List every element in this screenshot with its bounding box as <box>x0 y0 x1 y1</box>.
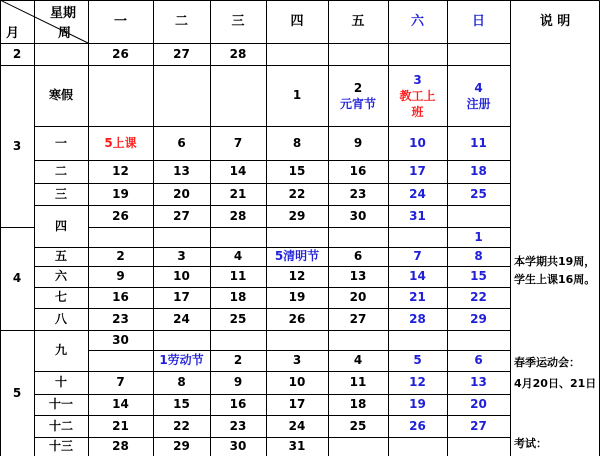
day-cell: 9 <box>233 375 243 389</box>
day-cell <box>388 65 447 126</box>
day-cell: 9 <box>116 269 125 283</box>
day-cell: 26 <box>112 46 129 61</box>
day-cell <box>447 437 510 456</box>
cell-line: 3 <box>413 72 422 87</box>
day-cell: 10 <box>288 375 306 389</box>
day-cell: 6 <box>474 353 483 367</box>
day-cell: 18 <box>349 397 367 411</box>
day-cell: 1 <box>474 229 483 244</box>
day-cell: 17 <box>288 397 306 411</box>
cell-line: 教工上 <box>399 88 436 103</box>
weekday-header-3: 三 <box>231 14 245 29</box>
day-cell: 29 <box>470 311 487 326</box>
week-label: 十 <box>54 375 67 389</box>
day-cell <box>328 437 388 456</box>
day-cell: 26 <box>288 311 306 326</box>
day-cell: 22 <box>470 290 487 304</box>
day-cell: 29 <box>173 439 190 453</box>
day-cell: 25 <box>470 186 487 201</box>
day-cell: 18 <box>470 164 487 178</box>
day-cell <box>153 350 210 371</box>
month-label: 3 <box>12 138 22 153</box>
week-label: 九 <box>54 343 67 357</box>
day-cell: 14 <box>112 397 129 411</box>
day-cell: 10 <box>409 135 426 150</box>
day-cell: 13 <box>470 375 487 389</box>
day-cell: 19 <box>112 186 129 201</box>
day-cell: 13 <box>173 164 190 178</box>
week-label: 五 <box>54 249 67 263</box>
day-cell: 28 <box>229 208 247 223</box>
day-cell <box>328 227 388 247</box>
day-cell: 7 <box>413 249 422 263</box>
day-cell: 8 <box>292 135 302 150</box>
day-cell <box>266 247 328 266</box>
day-cell: 1 <box>292 88 302 102</box>
day-cell <box>153 330 210 350</box>
day-cell: 17 <box>173 290 190 304</box>
day-cell: 6 <box>353 249 363 263</box>
day-cell: 18 <box>229 290 247 304</box>
day-cell: 16 <box>112 290 129 304</box>
day-cell: 10 <box>173 269 190 283</box>
day-cell: 30 <box>229 439 247 453</box>
weekday-header-1: 一 <box>113 14 127 29</box>
day-cell <box>447 43 510 65</box>
day-cell <box>210 227 266 247</box>
day-cell: 19 <box>288 290 306 304</box>
day-cell <box>447 205 510 227</box>
day-cell <box>88 126 153 160</box>
day-cell: 27 <box>470 418 487 433</box>
day-cell: 11 <box>470 135 487 150</box>
day-cell: 11 <box>229 269 247 283</box>
cell-line: 注册 <box>466 96 491 111</box>
day-number: 5 <box>274 249 284 263</box>
month-label: 5 <box>12 385 22 400</box>
day-cell: 24 <box>409 186 426 201</box>
day-cell: 20 <box>349 290 367 304</box>
day-cell: 14 <box>409 269 426 283</box>
day-cell <box>328 330 388 350</box>
day-cell: 20 <box>470 397 487 411</box>
day-cell: 12 <box>409 375 426 389</box>
day-cell: 13 <box>349 269 367 283</box>
week-label: 七 <box>54 290 67 304</box>
weekday-header-5: 五 <box>351 14 365 29</box>
day-cell: 2 <box>116 249 125 263</box>
exam-note: 考试： <box>514 437 547 450</box>
notes-header: 说 明 <box>539 14 571 29</box>
corner-header-month: 月 <box>6 26 20 41</box>
day-cell: 29 <box>288 208 306 223</box>
day-cell <box>210 65 266 126</box>
day-cell: 11 <box>349 375 367 389</box>
weekday-header-7: 日 <box>471 14 485 29</box>
day-cell <box>88 227 153 247</box>
day-cell <box>153 227 210 247</box>
week-label: 一 <box>54 135 67 150</box>
week-label: 十二 <box>48 418 73 433</box>
day-cell: 16 <box>349 164 367 178</box>
day-cell <box>210 330 266 350</box>
day-cell: 5 <box>413 353 422 367</box>
day-cell: 21 <box>409 290 426 304</box>
day-cell: 23 <box>349 186 367 201</box>
day-cell: 27 <box>173 208 190 223</box>
day-cell: 7 <box>116 375 125 389</box>
week-label: 二 <box>54 164 67 178</box>
weekday-header-6: 六 <box>410 14 424 29</box>
day-cell <box>266 43 328 65</box>
day-cell <box>447 330 510 350</box>
day-cell: 21 <box>112 418 129 433</box>
day-cell: 19 <box>409 397 426 411</box>
month-label: 2 <box>12 46 22 61</box>
day-cell: 4 <box>233 249 243 263</box>
week-label <box>34 43 88 65</box>
semester-note-line-1: 本学期共19周， <box>514 255 596 268</box>
day-cell: 30 <box>112 332 129 347</box>
cell-line: 元宵节 <box>339 96 376 111</box>
week-label: 八 <box>54 311 67 326</box>
day-cell <box>447 65 510 126</box>
day-cell: 25 <box>229 311 247 326</box>
day-cell: 30 <box>349 208 367 223</box>
semester-note-line-2: 学生上课16周。 <box>514 273 596 286</box>
day-cell <box>388 330 447 350</box>
day-cell: 26 <box>112 208 129 223</box>
day-cell: 22 <box>288 186 306 201</box>
day-annotation: 上课 <box>112 135 137 150</box>
week-label: 十一 <box>48 397 73 411</box>
day-cell <box>266 227 328 247</box>
day-cell: 14 <box>229 164 247 178</box>
sports-meet-note-line-2: 4月20日、21日 <box>514 377 597 390</box>
week-label: 三 <box>54 186 67 201</box>
day-cell: 16 <box>229 397 247 411</box>
day-cell: 2 <box>233 353 243 367</box>
day-cell: 15 <box>470 269 487 283</box>
day-cell: 23 <box>229 418 247 433</box>
sports-meet-note-line-1: 春季运动会： <box>514 356 580 369</box>
day-cell: 22 <box>173 418 190 433</box>
day-cell: 7 <box>233 135 243 150</box>
day-cell <box>388 227 447 247</box>
day-cell: 28 <box>409 311 426 326</box>
day-cell: 15 <box>173 397 190 411</box>
day-cell: 9 <box>353 135 363 150</box>
day-cell: 3 <box>292 353 302 367</box>
cell-line: 2 <box>353 80 363 95</box>
month-label: 4 <box>12 271 22 285</box>
day-number: 1 <box>159 353 168 367</box>
cell-line: 班 <box>411 104 424 119</box>
weekday-header-4: 四 <box>290 14 304 29</box>
day-cell <box>388 437 447 456</box>
day-cell: 21 <box>229 186 247 201</box>
day-cell: 12 <box>112 164 129 178</box>
day-cell <box>88 65 153 126</box>
day-cell: 3 <box>177 249 186 263</box>
day-cell: 15 <box>288 164 306 178</box>
corner-header-weekday: 星期 <box>50 6 77 21</box>
day-cell: 28 <box>229 46 247 61</box>
day-cell <box>328 43 388 65</box>
day-cell: 20 <box>173 186 190 201</box>
day-cell <box>153 65 210 126</box>
day-cell <box>266 330 328 350</box>
day-cell: 4 <box>353 353 363 367</box>
day-cell: 24 <box>288 418 306 433</box>
weekday-header-2: 二 <box>174 14 188 29</box>
day-cell: 26 <box>409 418 426 433</box>
day-number: 5 <box>104 135 113 150</box>
day-cell: 28 <box>112 439 129 453</box>
week-label: 十三 <box>48 439 73 453</box>
day-cell <box>388 43 447 65</box>
week-label: 六 <box>54 269 67 283</box>
week-label: 四 <box>54 218 67 233</box>
day-cell: 24 <box>173 311 190 326</box>
day-cell: 23 <box>112 311 129 326</box>
day-cell: 8 <box>177 375 186 389</box>
day-cell: 31 <box>409 208 426 223</box>
day-cell: 31 <box>288 439 306 453</box>
day-cell: 17 <box>409 164 426 178</box>
day-cell <box>88 350 153 371</box>
day-cell: 27 <box>173 46 190 61</box>
day-cell: 8 <box>474 249 483 263</box>
day-cell: 25 <box>349 418 367 433</box>
day-cell <box>328 65 388 126</box>
corner-header-week: 周 <box>58 26 72 41</box>
day-annotation: 清明节 <box>283 249 320 263</box>
day-annotation: 劳动节 <box>167 353 204 367</box>
day-cell: 6 <box>177 135 186 150</box>
cell-line: 4 <box>474 80 483 95</box>
day-cell: 12 <box>288 269 306 283</box>
day-cell: 27 <box>349 311 367 326</box>
week-label: 寒假 <box>48 88 73 102</box>
